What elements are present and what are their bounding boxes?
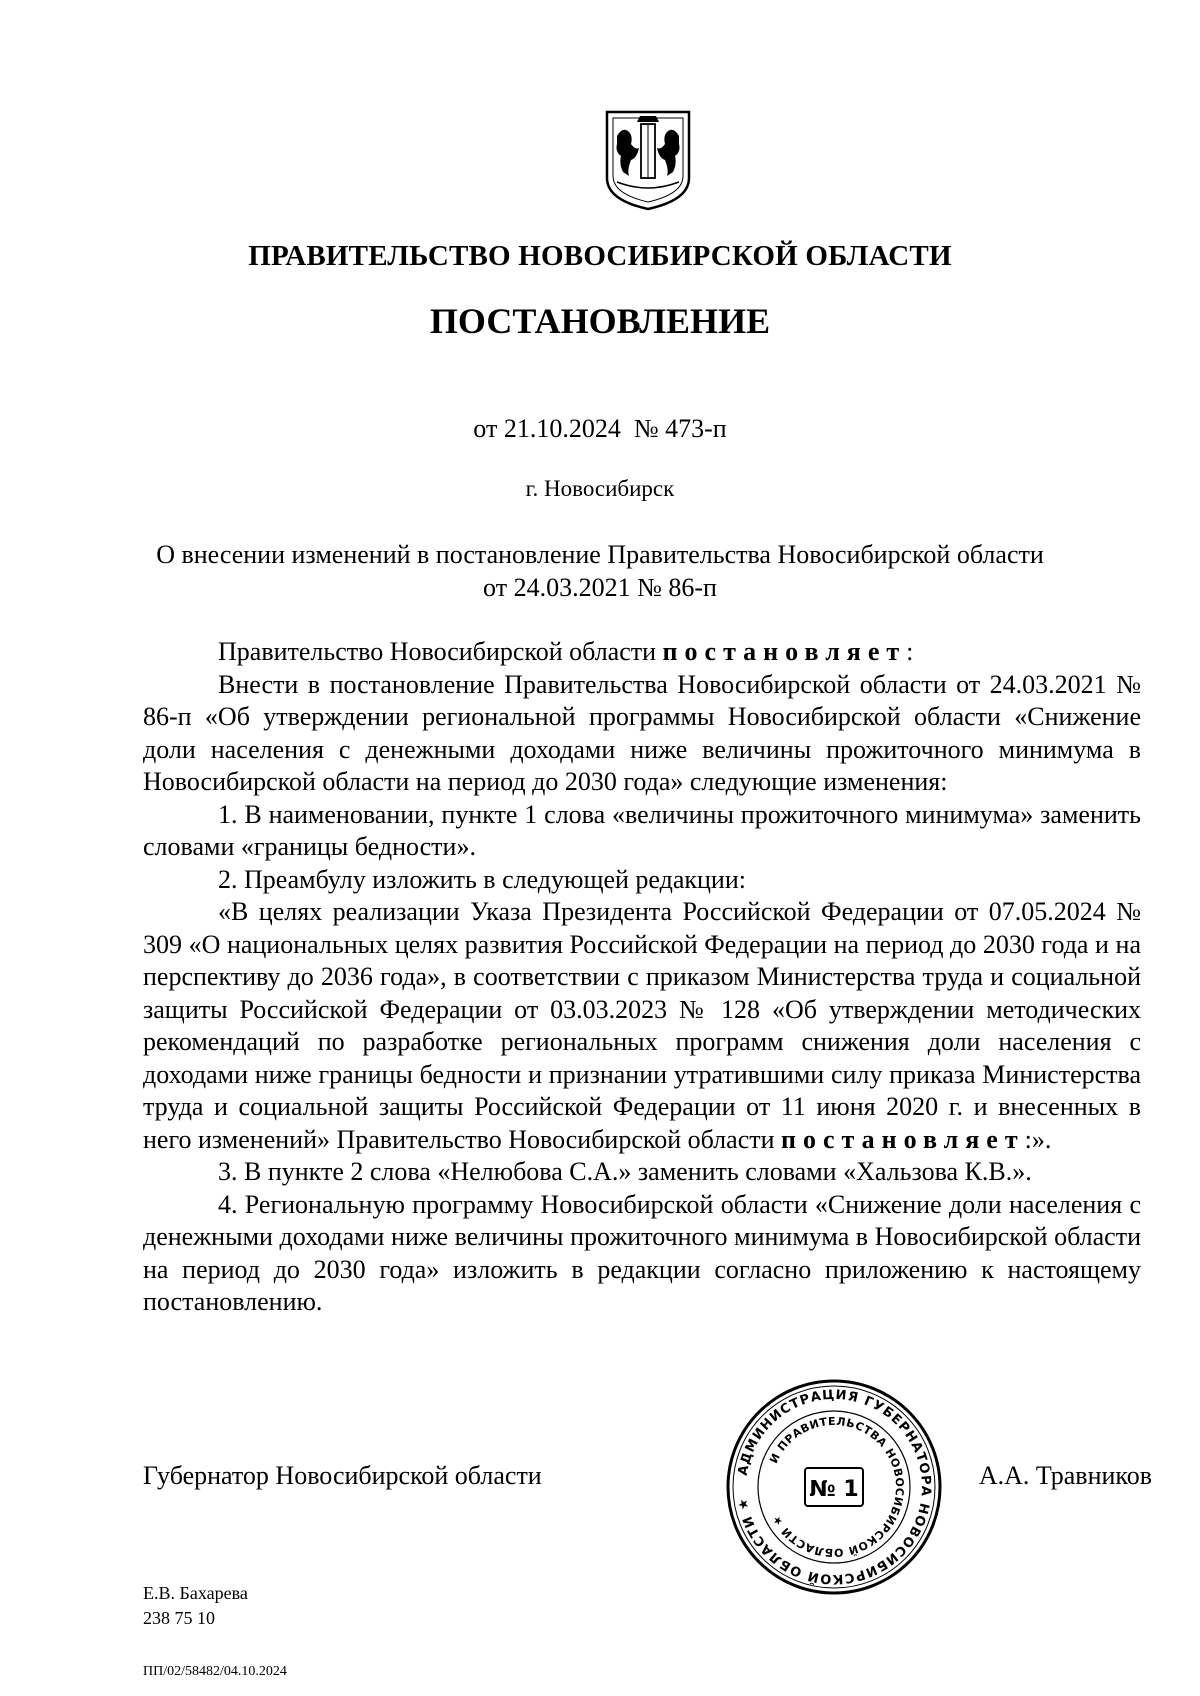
signer-name: А.А. Травников: [978, 1461, 1152, 1490]
document-type: ПОСТАНОВЛЕНИЕ: [429, 301, 771, 341]
signer-title: Губернатор Новосибирской области: [143, 1461, 542, 1490]
government-name: ПРАВИТЕЛЬСТВО НОВОСИБИРСКОЙ ОБЛАСТИ: [248, 240, 952, 272]
document-id: ПП/02/58482/04.10.2024: [143, 1664, 287, 1679]
executor-block: [143, 1581, 248, 1631]
intro-text: Правительство Новосибирской области: [218, 637, 663, 666]
paragraph-preamble: [143, 896, 1141, 1156]
subject-line-1: О внесении изменений в постановление Правительства Новосибирской области: [156, 540, 1044, 569]
date-number-line: от 21.10.2024 № 473-п: [473, 414, 727, 443]
subject-line-2: от 24.03.2021 № 86-п: [483, 573, 717, 602]
paragraph-intro: [143, 636, 1141, 669]
city: г. Новосибирск: [525, 476, 675, 501]
preamble-text: «В целях реализации Указа Президента Российской Федерации от 07.05.2024 № 309 «О национальных целях развития Российской Федерации на период до 2030 года и на перспективу до 2036 года», в соответствии с приказом Министерства труда и социальной защиты Российской Федерации от 03.03.2023 № 128 «Об утверждении методических рекомендаций по разработке региональных программ снижения доли населения с доходами ниже границы бедности и признании утратившими силу приказа Министерства труда и социальной защиты Российской Федерации от 11 июня 2020 г. и внесенных в него изменений» Правительство Новосибирской области: [143, 897, 1141, 1154]
coat-of-arms-icon: [603, 108, 693, 212]
paragraph-item-2: 2. Преамбулу изложить в следующей редакции:: [218, 864, 746, 894]
paragraph-item-4: 4. Региональную программу Новосибирской области «Снижение доли населения с денежными доходами ниже величины прожиточного минимума в Новосибирской области на период до 2030 года» изложить в редакции согласно приложению к настоящему постановлению.: [143, 1189, 1141, 1316]
document-body: [143, 636, 1141, 1319]
resolves-word: постановляет: [662, 637, 907, 666]
intro-end: :: [906, 637, 914, 666]
official-seal: [725, 1378, 943, 1596]
seal-number: № 1: [809, 1477, 859, 1502]
executor-phone: 238 75 10: [143, 1608, 215, 1628]
document-subject: [0, 538, 1200, 604]
svg-text:АДМИНИСТРАЦИЯ ГУБЕРНАТОРА НОВО: АДМИНИСТРАЦИЯ ГУБЕРНАТОРА НОВОСИБИРСКОЙ ОБЛАСТИ ★: [735, 1387, 934, 1587]
paragraph-amend: Внести в постановление Правительства Новосибирской области от 24.03.2021 № 86-п «Об утверждении региональной программы Новосибирской области «Снижение доли населения с денежными доходами ниже величины прожиточного минимума в Новосибирской области на период до 2030 года» следующие изменения:: [143, 669, 1141, 796]
paragraph-item-1: 1. В наименовании, пункте 1 слова «величины прожиточного минимума» заменить словами «границы бедности».: [143, 799, 1141, 861]
executor-name: Е.В. Бахарева: [143, 1583, 248, 1603]
paragraph-item-3: 3. В пункте 2 слова «Нелюбова С.А.» заменить словами «Хальзова К.В.».: [218, 1157, 1032, 1186]
svg-text:И ПРАВИТЕЛЬСТВА НОВОСИБИРСКОЙ: И ПРАВИТЕЛЬСТВА НОВОСИБИРСКОЙ ОБЛАСТИ ★: [767, 1414, 907, 1560]
resolves-word-2: постановляет: [781, 1124, 1025, 1154]
preamble-end: :».: [1024, 1124, 1052, 1154]
